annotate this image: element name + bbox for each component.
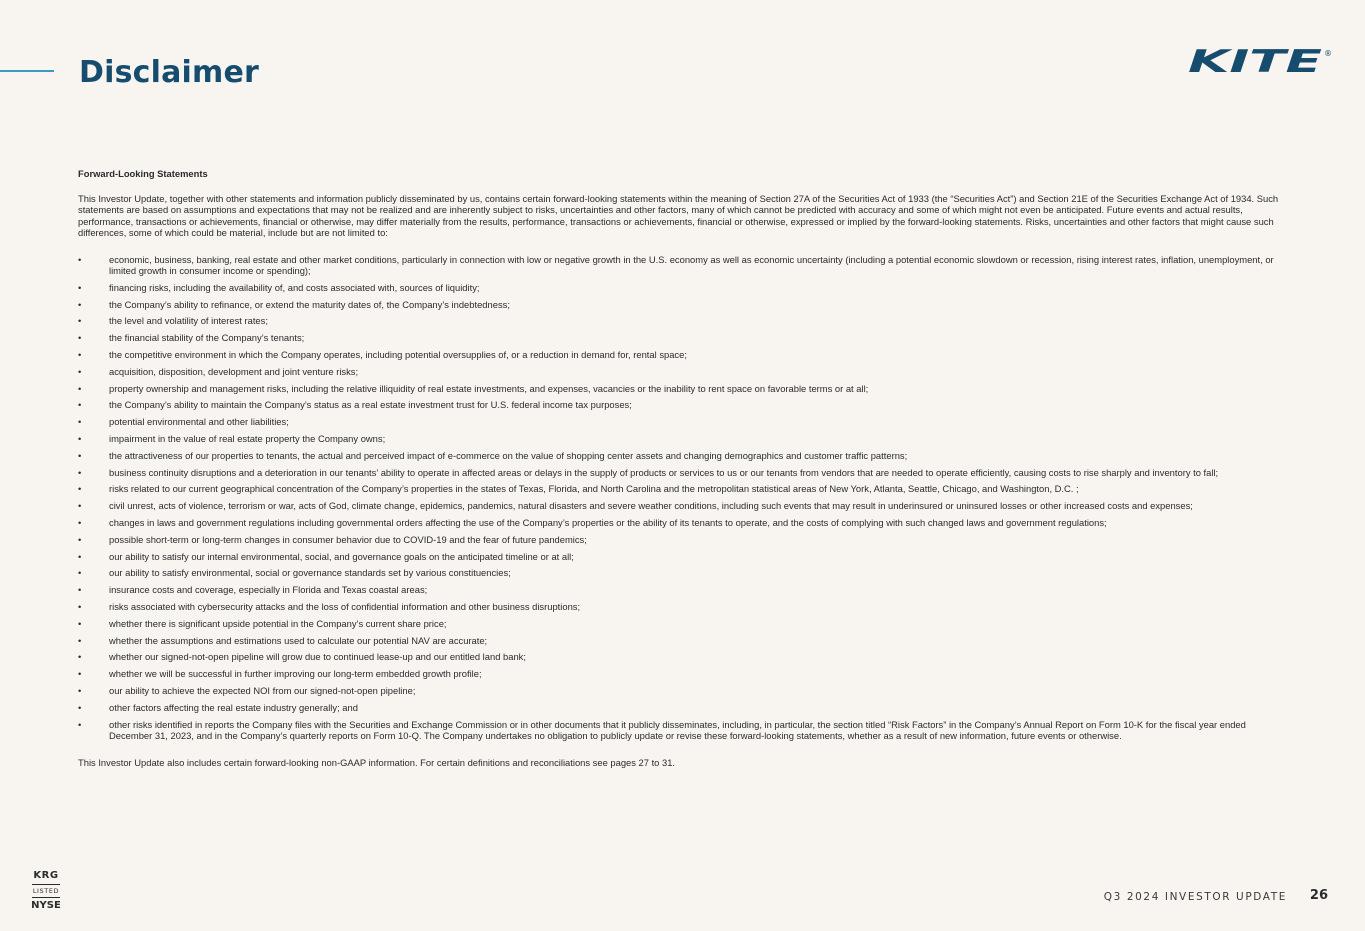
title-accent-line	[0, 70, 54, 72]
logo-registered-mark: ®	[1324, 49, 1332, 58]
listed-label: LISTED	[32, 887, 60, 895]
risk-factor-item: • changes in laws and government regulations including governmental orders affecting the use of the Company’s properties or the ability of its tenants to operate, and the costs of complying with such changed laws and government regulations;	[78, 517, 1290, 529]
risk-factor-item: • the Company’s ability to refinance, or extend the maturity dates of, the Company’s indebtedness;	[78, 299, 1290, 311]
risk-factor-item: • risks associated with cybersecurity attacks and the loss of confidential information and other business disruptions;	[78, 601, 1290, 613]
risk-factor-item: • our ability to satisfy our internal environmental, social, and governance goals on the anticipated timeline or at all;	[78, 551, 1290, 563]
footer-label: Q3 2024 INVESTOR UPDATE	[1103, 891, 1287, 903]
badge-divider	[32, 897, 60, 898]
section-heading: Forward-Looking Statements	[78, 168, 208, 179]
exchange-name: NYSE	[31, 900, 61, 911]
risk-factor-item: • the financial stability of the Company’s tenants;	[78, 332, 1290, 344]
risk-factor-item: • impairment in the value of real estate property the Company owns;	[78, 433, 1290, 445]
risk-factor-item: • the Company’s ability to maintain the Company’s status as a real estate investment trust for U.S. federal income tax purposes;	[78, 399, 1290, 411]
page-number: 26	[1309, 888, 1328, 903]
badge-divider	[32, 884, 60, 885]
ticker-symbol: KRG	[33, 870, 59, 881]
risk-factor-item: • civil unrest, acts of violence, terrorism or war, acts of God, climate change, epidemics, pandemics, natural disasters and severe weather conditions, including such events that may result in underinsured or uninsured losses or other increased costs and expenses;	[78, 500, 1290, 512]
risk-factor-item: • property ownership and management risks, including the relative illiquidity of real estate investments, and expenses, vacancies or the inability to rent space on favorable terms or at all;	[78, 383, 1290, 395]
risk-factor-item: • potential environmental and other liabilities;	[78, 416, 1290, 428]
risk-factor-item: • whether we will be successful in further improving our long-term embedded growth profile;	[78, 668, 1290, 680]
risk-factor-item: • economic, business, banking, real estate and other market conditions, particularly in connection with low or negative growth in the U.S. economy as well as economic uncertainty (including a potential economic slowdown or recession, rising interest rates, inflation, unemployment, or limited growth in consumer income or spending);	[78, 254, 1290, 277]
page-title: Disclaimer	[79, 55, 260, 90]
logo-text: KITE	[1188, 46, 1322, 74]
risk-factor-item: • the competitive environment in which the Company operates, including potential oversupplies of, or a reduction in demand for, rental space;	[78, 349, 1290, 361]
risk-factor-item: • whether there is significant upside potential in the Company’s current share price;	[78, 618, 1290, 630]
risk-factor-item: • whether the assumptions and estimations used to calculate our potential NAV are accurate;	[78, 635, 1290, 647]
risk-factor-item: • whether our signed-not-open pipeline will grow due to continued lease-up and our entitled land bank;	[78, 651, 1290, 663]
risk-factor-item: • acquisition, disposition, development and joint venture risks;	[78, 366, 1290, 378]
risk-factor-item: • insurance costs and coverage, especially in Florida and Texas coastal areas;	[78, 584, 1290, 596]
intro-paragraph: This Investor Update, together with other statements and information publicly disseminated by us, contains certain forward-looking statements within the meaning of Section 27A of the Securities Act of 1933 (the “Securities Act”) and Section 21E of the Securities Exchange Act of 1934. Such statements are based on assumptions and expectations that may not be realized and are inherently subject to risks, uncertainties and other factors, many of which cannot be predicted with accuracy and some of which might not even be anticipated. Future events and actual results, performance, transactions or achievements, financial or otherwise, may differ materially from the results, performance, transactions or achievements, financial or otherwise, expressed or implied by the forward-looking statements. Risks, uncertainties and other factors that might cause such differences, some of which could be material, include but are not limited to:	[78, 192, 1279, 238]
disclaimer-content	[78, 168, 1290, 768]
closing-paragraph: This Investor Update also includes certain forward-looking non-GAAP information. For certain definitions and reconciliations see pages 27 to 31.	[78, 756, 676, 768]
risk-factor-item: • other factors affecting the real estate industry generally; and	[78, 702, 1290, 714]
risk-factor-item: • our ability to satisfy environmental, social or governance standards set by various constituencies;	[78, 567, 1290, 579]
risk-factor-item: • other risks identified in reports the Company files with the Securities and Exchange Commission or in other documents that it publicly disseminates, including, in particular, the section titled “Risk Factors” in the Company’s Annual Report on Form 10-K for the fiscal year ended December 31, 2023, and in the Company’s quarterly reports on Form 10-Q. The Company undertakes no obligation to publicly update or revise these forward-looking statements, whether as a result of new information, future events or otherwise.	[78, 719, 1290, 742]
risk-factor-list	[78, 254, 1290, 742]
risk-factor-item: • possible short-term or long-term changes in consumer behavior due to COVID-19 and the fear of future pandemics;	[78, 534, 1290, 546]
risk-factor-item: • the attractiveness of our properties to tenants, the actual and perceived impact of e-commerce on the value of shopping center assets and changing demographics and customer traffic patterns;	[78, 450, 1290, 462]
kite-logo	[1188, 46, 1332, 74]
risk-factor-item: • financing risks, including the availability of, and costs associated with, sources of liquidity;	[78, 282, 1290, 294]
risk-factor-item: • business continuity disruptions and a deterioration in our tenants’ ability to operate in affected areas or delays in the supply of products or services to us or our tenants from vendors that are needed to operate efficiently, causing costs to rise sharply and inventory to fall;	[78, 467, 1290, 479]
risk-factor-item: • our ability to achieve the expected NOI from our signed-not-open pipeline;	[78, 685, 1290, 697]
nyse-listed-badge	[28, 870, 64, 912]
risk-factor-item: • risks related to our current geographical concentration of the Company’s properties in the states of Texas, Florida, and North Carolina and the metropolitan statistical areas of New York, Atlanta, Seattle, Chicago, and Washington, D.C. ;	[78, 483, 1290, 495]
risk-factor-item: • the level and volatility of interest rates;	[78, 315, 1290, 327]
